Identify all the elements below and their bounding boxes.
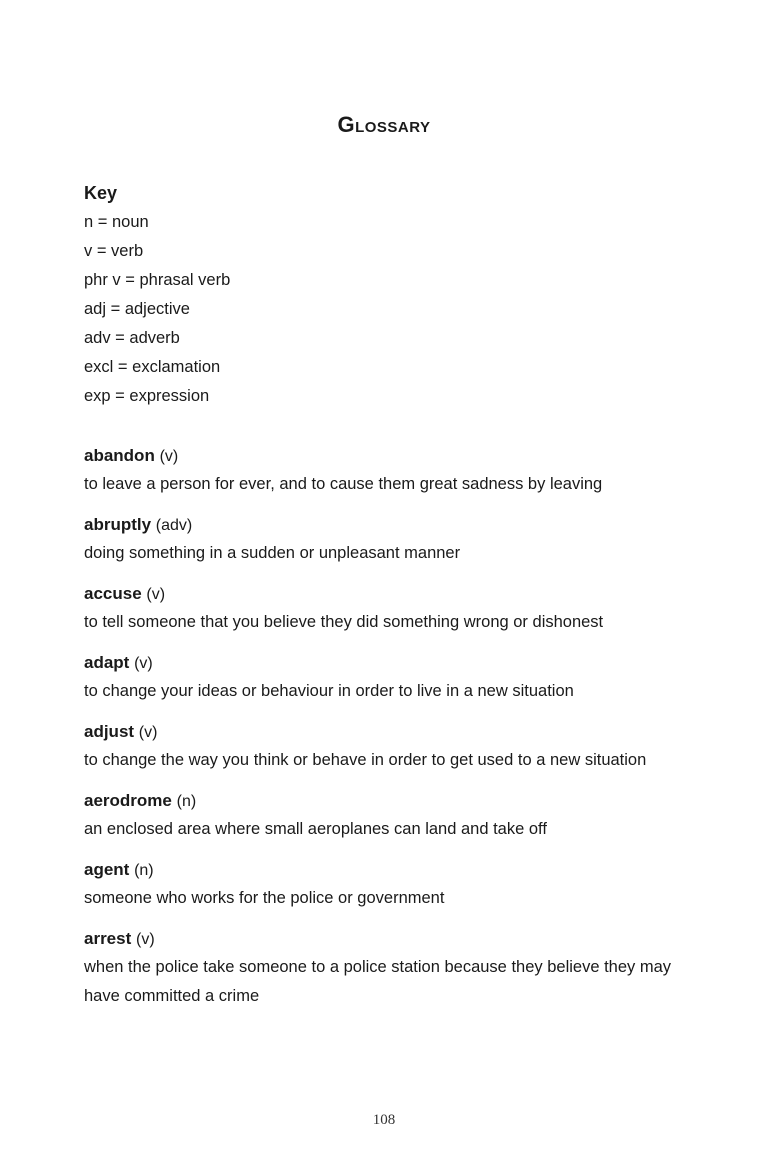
entry-definition: someone who works for the police or government (84, 889, 445, 907)
key-item-phrasal-verb: phr v = phrasal verb (84, 271, 231, 289)
entry-definition: to tell someone that you believe they did something wrong or dishonest (84, 613, 604, 631)
key-list (84, 208, 704, 411)
entry-definition: to leave a person for ever, and to cause them great sadness by leaving (84, 475, 603, 493)
entry-definition: an enclosed area where small aeroplanes can land and take off (84, 820, 547, 838)
entry-definition: doing something in a sudden or unpleasant manner (84, 544, 461, 562)
entry-head (84, 924, 704, 953)
entry-part-of-speech: (v) (138, 724, 158, 741)
entry-part-of-speech: (v) (134, 655, 153, 672)
glossary-content (84, 178, 704, 1022)
entry-head (84, 579, 704, 608)
glossary-entry-abruptly (84, 510, 704, 568)
glossary-entry-agent (84, 855, 704, 913)
glossary-entry-adjust (84, 717, 704, 775)
key-section (84, 178, 704, 411)
entry-head (84, 510, 704, 539)
entry-part-of-speech: (v) (146, 586, 166, 603)
entry-word: agent (84, 860, 130, 879)
glossary-entry-aerodrome (84, 786, 704, 844)
entry-word: aerodrome (84, 791, 172, 810)
entry-head (84, 717, 704, 746)
entry-head (84, 648, 704, 677)
entry-word: abruptly (84, 515, 152, 534)
entry-head (84, 855, 704, 884)
entry-word: accuse (84, 584, 142, 603)
entry-word: adapt (84, 653, 130, 672)
entry-part-of-speech: (v) (136, 931, 155, 948)
key-item-verb: v = verb (84, 242, 144, 260)
key-item-exclamation: excl = exclamation (84, 358, 221, 376)
entry-part-of-speech: (n) (176, 793, 197, 810)
key-item-adjective: adj = adjective (84, 300, 190, 318)
glossary-entry-accuse (84, 579, 704, 637)
page-title: Glossary (337, 112, 431, 137)
entry-word: abandon (84, 446, 155, 465)
entry-head (84, 441, 704, 470)
key-item-expression: exp = expression (84, 387, 210, 405)
glossary-entry-adapt (84, 648, 704, 706)
entry-definition: when the police take someone to a police station because they believe they may have committed a crime (84, 958, 672, 1005)
entry-word: adjust (84, 722, 135, 741)
entry-part-of-speech: (adv) (155, 517, 193, 534)
entry-part-of-speech: (v) (159, 448, 179, 465)
glossary-entry-arrest (84, 924, 704, 1011)
glossary-entries (84, 441, 704, 1011)
key-item-adverb: adv = adverb (84, 329, 180, 347)
entry-word: arrest (84, 929, 132, 948)
entry-definition: to change the way you think or behave in order to get used to a new situation (84, 751, 647, 769)
key-item-noun: n = noun (84, 213, 149, 231)
page-number: 108 (372, 1112, 396, 1128)
key-heading: Key (84, 183, 118, 203)
entry-head (84, 786, 704, 815)
entry-definition: to change your ideas or behaviour in order to live in a new situation (84, 682, 574, 700)
entry-part-of-speech: (n) (134, 862, 154, 879)
glossary-entry-abandon (84, 441, 704, 499)
